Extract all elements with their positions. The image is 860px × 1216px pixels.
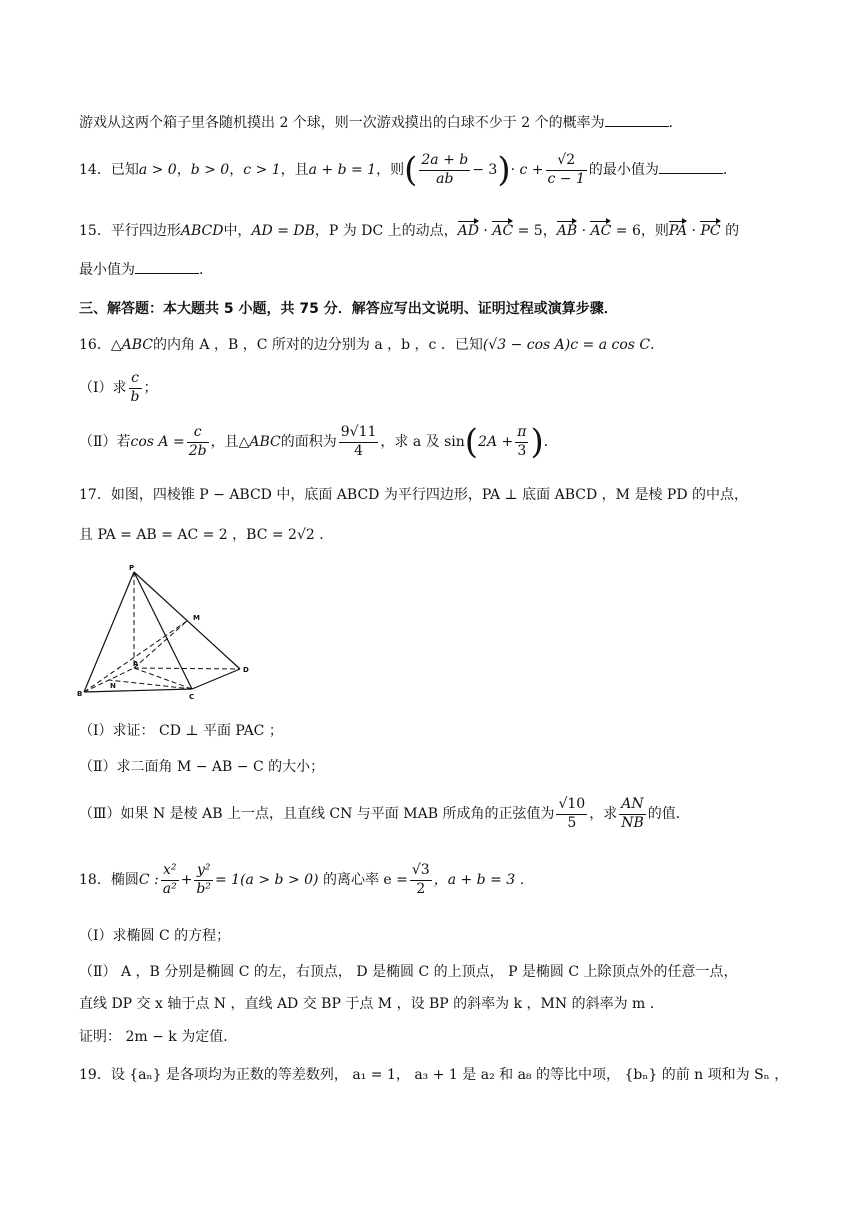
q17-part3 (79, 796, 690, 832)
q14-cond-c: c > 1 (243, 162, 281, 178)
q16-p2-ask: ，求 a 及 sin (380, 434, 465, 450)
q16-pi-num: π (515, 424, 528, 443)
q14-frac2-den: c − 1 (547, 170, 585, 187)
q16-line1 (79, 334, 664, 354)
q18-line1 (79, 862, 534, 898)
q16-part2 (79, 424, 558, 460)
q17-p3-qiu: ，求 (589, 806, 618, 822)
q15-de: 的 (725, 223, 740, 239)
label-a: A (133, 660, 139, 668)
label-d: D (243, 666, 249, 674)
q18-b2: b² (196, 880, 211, 897)
label-c: C (189, 693, 195, 701)
q16-p2-num: c (187, 424, 209, 443)
label-m: M (193, 614, 200, 622)
q16-p2-aden: 4 (354, 442, 364, 459)
label-b: B (77, 690, 83, 698)
q17-p3-text: （Ⅲ）如果 N 是棱 AB 上一点，且直线 CN 与平面 MAB 所成角的正弦值为 (79, 806, 555, 822)
answer-blank (659, 161, 723, 174)
vector-ac: AC (492, 223, 514, 239)
q16-p1-num: c (129, 370, 142, 389)
q16-part1 (79, 370, 158, 406)
q19-line1 (79, 1064, 788, 1084)
q18-e-frac (410, 862, 432, 898)
q18-plus: + (180, 872, 193, 888)
q18-x-frac (161, 862, 179, 898)
q14-then: ，则 (376, 162, 405, 178)
q18-ecc: 的离心率 e = (322, 872, 408, 888)
q14-line: 14．已知a > 0，b > 0，c > 1，且a + b = 1，则( $\frac{2a + b}{ab}$ − 3)· c + $\frac{√2}{c - 1}$ 的最小值为 ． (79, 150, 737, 190)
q16-p2-anum: 9√11 (339, 424, 379, 443)
q15-line2: 最小值为 ． (79, 262, 213, 278)
q14-cond-b: b > 0 (190, 162, 230, 178)
q17-p3-frac (556, 796, 587, 832)
q16-end: ． (650, 337, 665, 353)
q17-text1: 17．如图，四棱锥 P − ABCD 中，底面 ABCD 为平行四边形，PA ⊥ 底面 ABCD ，M 是棱 PD 的中点， (79, 487, 748, 503)
vector-ad: AD (457, 223, 479, 239)
q15-label: 15．平行四边形 (79, 223, 181, 239)
q16-p2-cos: cos A = (130, 434, 185, 450)
q18-part2-l1 (79, 961, 738, 981)
q15-p-text: ，P 为 DC 上的动点， (314, 223, 458, 239)
q16-p2-tri: △ABC (238, 434, 281, 450)
q16-p1-den: b (130, 388, 140, 405)
q17-line1 (79, 484, 748, 504)
q16-p2-inner: 2A + (478, 434, 514, 450)
q18-c: C : (138, 872, 159, 888)
q14-frac-num: 2a + b (419, 152, 470, 171)
q18-enum: √3 (410, 862, 432, 881)
q14-frac-den: ab (436, 170, 454, 187)
q18-part2-l3 (79, 1026, 237, 1046)
q15-ad-db: AD = DB (251, 223, 315, 239)
q17-p3-den: 5 (567, 814, 577, 831)
q16-label: 16． (79, 337, 111, 353)
q16-pi-frac (515, 424, 528, 460)
q14-label: 14．已知 (79, 162, 139, 178)
q17-line2 (79, 524, 333, 544)
q18-y-frac (194, 862, 213, 898)
q16-p2-area: 的面积为 (280, 434, 337, 450)
q17-text2: 且 PA = AB = AC = 2 ，BC = 2√2 ． (79, 527, 334, 543)
q18-p2-l3: 证明： 2m − k 为定值． (79, 1029, 238, 1045)
q16-p2-label: （Ⅱ）若 (79, 434, 131, 450)
q18-a2: a² (162, 880, 177, 897)
q14-rparen: ) (497, 150, 511, 190)
vector-pa: PA (668, 223, 688, 239)
q17-part2 (79, 756, 324, 776)
q15-abcd: ABCD (180, 223, 224, 239)
q16-p2-mid: ，且 (210, 434, 239, 450)
answer-blank (135, 261, 199, 274)
q14-cond-a: a > 0 (138, 162, 177, 178)
q18-x2: x² (161, 862, 179, 881)
q16-pi-den: 3 (517, 442, 527, 459)
vector-ac-2: AC (590, 223, 612, 239)
pyramid-figure (76, 562, 256, 702)
q18-label: 18．椭圆 (79, 872, 139, 888)
vector-pc: PC (700, 223, 721, 239)
q17-p3-frac2 (619, 796, 646, 832)
q14-minus3: − 3 (472, 162, 498, 178)
q18-p2-l2: 直线 DP 交 x 轴于点 N ，直线 AD 交 BP 于点 M ，设 BP 的斜率为 k ，MN 的斜率为 m ． (79, 996, 664, 1012)
q18-sum: ，a + b = 3 ． (433, 872, 534, 888)
q16-p1-label: （Ⅰ）求 (79, 380, 127, 396)
q16-rparen: ) (530, 422, 544, 462)
q16-triangle: △ABC (110, 337, 153, 353)
q17-p3-den2: NB (621, 814, 644, 831)
q14-lparen: ( (404, 150, 418, 190)
q15-eq5: = 5， (517, 223, 557, 239)
q18-part2-l2 (79, 993, 664, 1013)
q16-lparen: ( (464, 422, 479, 462)
q18-y2: y² (194, 862, 213, 881)
q15-zhong: 中， (223, 223, 252, 239)
q18-cond: = 1(a > b > 0) (215, 872, 319, 888)
q16-formula: (√3 − cos A)c = a cos C (482, 337, 651, 353)
q17-p2: （Ⅱ）求二面角 M − AB − C 的大小； (79, 759, 325, 775)
section-heading-text: 三、解答题：本大题共 5 小题，共 75 分．解答应写出文说明、证明过程或演算步骤． (79, 301, 618, 317)
q17-p3-end: 的值． (647, 806, 690, 822)
q18-eden: 2 (416, 880, 426, 897)
q15-line2-text: 最小值为 (79, 262, 135, 278)
q14-cond-sum: a + b = 1 (308, 162, 377, 178)
q14-fraction2 (546, 152, 587, 188)
q16-p2-den: 2b (188, 442, 207, 459)
q16-p1-end: ； (143, 380, 158, 396)
q16-text: 的内角 A ，B ，C 所对的边分别为 a ，b ，c ．已知 (152, 337, 483, 353)
q16-p2-area-frac (339, 424, 379, 460)
q17-p1: （Ⅰ）求证： CD ⊥ 平面 PAC ； (79, 723, 283, 739)
label-p: P (129, 564, 135, 572)
q17-part1 (79, 720, 283, 740)
q18-p2-l1: （Ⅱ） A ，B 分别是椭圆 C 的左，右顶点， D 是椭圆 C 的上顶点， P 是椭圆 C 上除顶点外的任意一点， (79, 964, 738, 980)
q17-p3-num: √10 (556, 796, 587, 815)
q16-p1-frac (129, 370, 142, 406)
q14-fraction (419, 152, 470, 188)
answer-blank (605, 114, 669, 127)
q15-line1: 15．平行四边形ABCD中，AD = DB，P 为 DC 上的动点，AD · AC = 5，AB · AC = 6，则PA · PC 的 (79, 223, 740, 239)
q16-p2-end: ． (543, 434, 558, 450)
q13-tail-line: 游戏从这两个箱子里各随机摸出 2 个球，则一次游戏摸出的白球不少于 2 个的概率为 ． (79, 115, 683, 131)
q17-p3-num2: AN (619, 796, 646, 815)
q19-text: 19．设 {aₙ} 是各项均为正数的等差数列， a₁ = 1， a₃ + 1 是 a₂ 和 a₈ 的等比中项， {bₙ} 的前 n 项和为 Sₙ ， (79, 1067, 789, 1083)
vector-ab: AB (556, 223, 578, 239)
q18-part1 (79, 925, 230, 945)
q15-eq6: = 6，则 (615, 223, 669, 239)
q16-p2-frac (187, 424, 209, 460)
q14-dot-c: · c + (510, 162, 544, 178)
section-heading (79, 298, 618, 318)
q18-p1: （Ⅰ）求椭圆 C 的方程； (79, 928, 231, 944)
q13-text: 游戏从这两个箱子里各随机摸出 2 个球，则一次游戏摸出的白球不少于 2 个的概率为 (79, 115, 605, 131)
q14-tail: 的最小值为 (588, 162, 659, 178)
q14-frac2-num: √2 (546, 152, 587, 171)
label-n: N (110, 682, 116, 690)
